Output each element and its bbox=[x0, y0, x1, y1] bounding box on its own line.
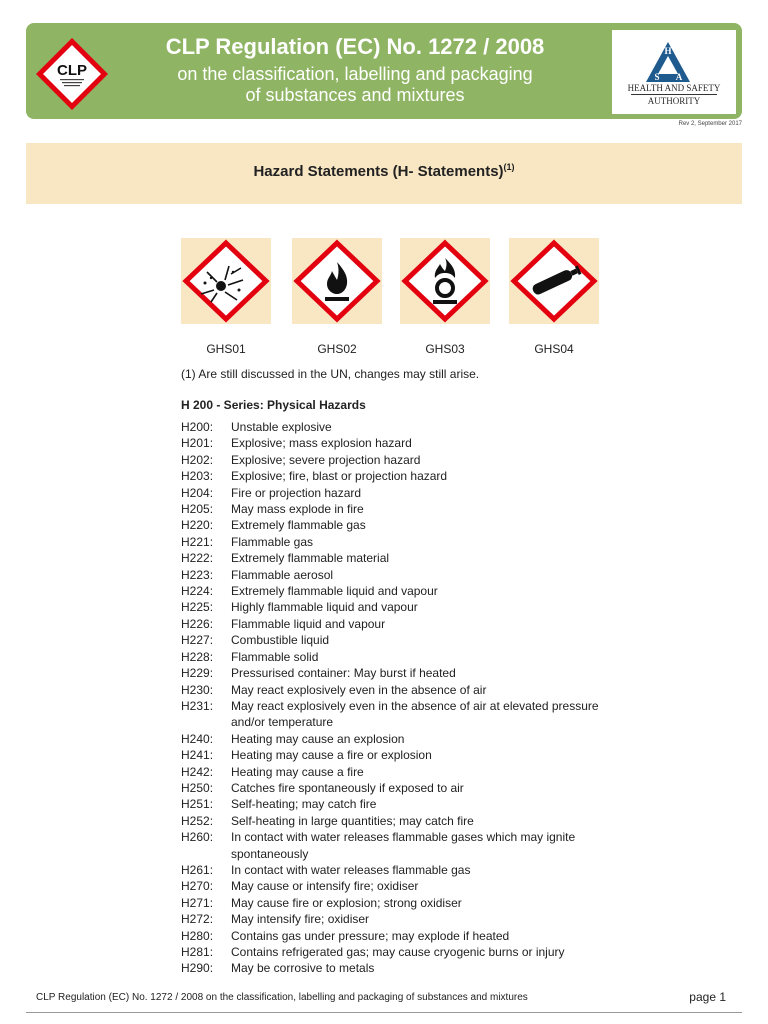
statement-code: H242: bbox=[181, 764, 214, 779]
statement-code: H260: bbox=[181, 830, 214, 845]
statement-row bbox=[181, 829, 601, 862]
statement-code: H220: bbox=[181, 518, 214, 533]
flame-icon bbox=[292, 238, 382, 324]
statement-code: H251: bbox=[181, 797, 214, 812]
statement-text: Highly flammable liquid and vapour bbox=[231, 600, 418, 615]
statement-text: Explosive; mass explosion hazard bbox=[231, 436, 412, 451]
statement-row bbox=[181, 878, 601, 894]
statement-row bbox=[181, 419, 601, 435]
statement-row bbox=[181, 468, 601, 484]
statement-text: In contact with water releases flammable gases which may ignite spontaneously bbox=[231, 830, 576, 861]
statement-code: H227: bbox=[181, 633, 214, 648]
statement-text: May cause or intensify fire; oxidiser bbox=[231, 879, 419, 894]
statement-code: H205: bbox=[181, 502, 214, 517]
pictogram-ghs01 bbox=[181, 238, 271, 324]
statement-code: H225: bbox=[181, 600, 214, 615]
hsa-logo bbox=[644, 40, 692, 84]
statement-code: H271: bbox=[181, 895, 214, 910]
statement-text: May react explosively even in the absence of air bbox=[231, 682, 487, 697]
hsa-letter-h: H bbox=[664, 46, 672, 56]
statement-text: Flammable gas bbox=[231, 534, 314, 549]
statement-text: May be corrosive to metals bbox=[231, 961, 375, 976]
statement-code: H280: bbox=[181, 928, 214, 943]
pictogram-label-ghs04: GHS04 bbox=[534, 342, 574, 356]
statement-text: Unstable explosive bbox=[231, 420, 332, 434]
statement-text: Extremely flammable gas bbox=[231, 518, 366, 533]
section-title-footnote: (1) bbox=[503, 162, 515, 172]
statement-text: Fire or projection hazard bbox=[231, 485, 362, 500]
pictogram-label-ghs03: GHS03 bbox=[425, 342, 465, 356]
statement-text: Heating may cause an explosion bbox=[231, 731, 405, 746]
statement-code: H203: bbox=[181, 469, 214, 484]
section-title bbox=[26, 162, 742, 180]
series-heading: H 200 - Series: Physical Hazards bbox=[181, 398, 366, 412]
statement-code: H226: bbox=[181, 616, 214, 631]
statement-text: Flammable liquid and vapour bbox=[231, 616, 386, 631]
statement-code: H222: bbox=[181, 551, 214, 566]
statement-code: H252: bbox=[181, 813, 214, 828]
statement-code: H231: bbox=[181, 698, 214, 713]
pictogram-label-ghs02: GHS02 bbox=[317, 342, 357, 356]
statement-code: H201: bbox=[181, 436, 214, 451]
statement-row bbox=[181, 567, 601, 583]
statement-row bbox=[181, 960, 601, 976]
subtitle-line-2: of substances and mixtures bbox=[245, 85, 465, 105]
page-subtitle bbox=[120, 64, 590, 106]
exploding-bomb-icon bbox=[181, 238, 271, 324]
statement-code: H223: bbox=[181, 567, 214, 582]
statement-text: May react explosively even in the absence of air at elevated pressure and/or temperature bbox=[231, 698, 599, 730]
clp-logo bbox=[36, 38, 108, 110]
statement-code: H200: bbox=[181, 420, 214, 434]
statement-row bbox=[181, 534, 601, 550]
page-title: CLP Regulation (EC) No. 1272 / 2008 bbox=[165, 34, 545, 59]
statement-code: H228: bbox=[181, 649, 214, 664]
statements-list bbox=[181, 419, 601, 977]
hsa-letter-a: A bbox=[675, 72, 683, 82]
statement-text: Catches fire spontaneously if exposed to air bbox=[231, 780, 464, 795]
hsa-letter-s: S bbox=[654, 72, 660, 82]
statement-row bbox=[181, 665, 601, 681]
statement-text: May mass explode in fire bbox=[231, 502, 364, 517]
pictogram-ghs03 bbox=[400, 238, 490, 324]
statement-code: H270: bbox=[181, 879, 214, 894]
subtitle-line-1: on the classification, labelling and packaging bbox=[177, 64, 533, 84]
statement-text: Contains refrigerated gas; may cause cryogenic burns or injury bbox=[231, 945, 565, 959]
statement-text: Explosive; severe projection hazard bbox=[231, 452, 421, 467]
statement-row bbox=[181, 649, 601, 665]
footnote: (1) Are still discussed in the UN, changes may still arise. bbox=[181, 367, 480, 381]
statement-row bbox=[181, 813, 601, 829]
statement-code: H221: bbox=[181, 534, 214, 549]
statement-row bbox=[181, 698, 601, 731]
statement-code: H250: bbox=[181, 780, 214, 795]
statement-row bbox=[181, 517, 601, 533]
statement-code: H229: bbox=[181, 666, 214, 681]
statement-row bbox=[181, 747, 601, 763]
section-title-text: Hazard Statements (H- Statements) bbox=[253, 163, 504, 180]
statement-text: Extremely flammable material bbox=[231, 551, 390, 566]
statement-row bbox=[181, 944, 601, 960]
statement-row bbox=[181, 501, 601, 517]
statement-text: Heating may cause a fire or explosion bbox=[231, 748, 432, 763]
flame-over-circle-icon bbox=[400, 238, 490, 324]
statement-row bbox=[181, 780, 601, 796]
statement-row bbox=[181, 583, 601, 599]
statement-row bbox=[181, 862, 601, 878]
statement-code: H281: bbox=[181, 945, 214, 959]
clp-logo-text: CLP bbox=[57, 62, 87, 79]
statement-code: H241: bbox=[181, 748, 214, 763]
statement-row bbox=[181, 764, 601, 780]
statement-text: Pressurised container: May burst if heated bbox=[231, 666, 456, 681]
gas-cylinder-icon bbox=[509, 238, 599, 324]
statement-row bbox=[181, 616, 601, 632]
statement-code: H224: bbox=[181, 584, 214, 599]
statement-row bbox=[181, 452, 601, 468]
statement-row bbox=[181, 796, 601, 812]
statement-row bbox=[181, 682, 601, 698]
statement-text: Flammable aerosol bbox=[231, 567, 334, 582]
footer-text: CLP Regulation (EC) No. 1272 / 2008 on the classification, labelling and packaging of substances and mixtures bbox=[36, 992, 528, 1003]
hsa-name bbox=[612, 82, 736, 107]
pictogram-label-ghs01: GHS01 bbox=[206, 342, 246, 356]
statement-text: Heating may cause a fire bbox=[231, 764, 364, 779]
revision-label: Rev 2, September 2017 bbox=[678, 121, 742, 127]
statement-text: Flammable solid bbox=[231, 649, 319, 664]
statement-row bbox=[181, 435, 601, 451]
statement-row bbox=[181, 485, 601, 501]
statement-text: Extremely flammable liquid and vapour bbox=[231, 584, 438, 599]
statement-row bbox=[181, 599, 601, 615]
hsa-line-2: AUTHORITY bbox=[647, 96, 701, 106]
pictogram-ghs04 bbox=[509, 238, 599, 324]
statement-text: Contains gas under pressure; may explode if heated bbox=[231, 928, 510, 943]
statement-text: Explosive; fire, blast or projection hazard bbox=[231, 469, 448, 484]
statement-code: H230: bbox=[181, 682, 214, 697]
statement-text: Combustible liquid bbox=[231, 633, 330, 648]
statement-row bbox=[181, 632, 601, 648]
statement-text: Self-heating in large quantities; may catch fire bbox=[231, 813, 474, 828]
statement-text: Self-heating; may catch fire bbox=[231, 797, 377, 812]
statement-code: H202: bbox=[181, 452, 214, 467]
pictogram-ghs02 bbox=[292, 238, 382, 324]
statement-row bbox=[181, 895, 601, 911]
footer-rule bbox=[26, 1012, 742, 1013]
statement-row bbox=[181, 911, 601, 927]
statement-code: H204: bbox=[181, 485, 214, 500]
hsa-line-1: HEALTH AND SAFETY bbox=[627, 83, 721, 93]
statement-text: May intensify fire; oxidiser bbox=[231, 912, 370, 927]
page-number: page 1 bbox=[689, 990, 726, 1004]
statement-text: May cause fire or explosion; strong oxidiser bbox=[231, 895, 462, 910]
statement-code: H240: bbox=[181, 731, 214, 746]
statement-code: H290: bbox=[181, 961, 214, 976]
statement-code: H272: bbox=[181, 912, 214, 927]
statement-code: H261: bbox=[181, 862, 214, 877]
statement-row bbox=[181, 550, 601, 566]
statement-text: In contact with water releases flammable gas bbox=[231, 862, 471, 877]
statement-row bbox=[181, 928, 601, 944]
statement-row bbox=[181, 731, 601, 747]
